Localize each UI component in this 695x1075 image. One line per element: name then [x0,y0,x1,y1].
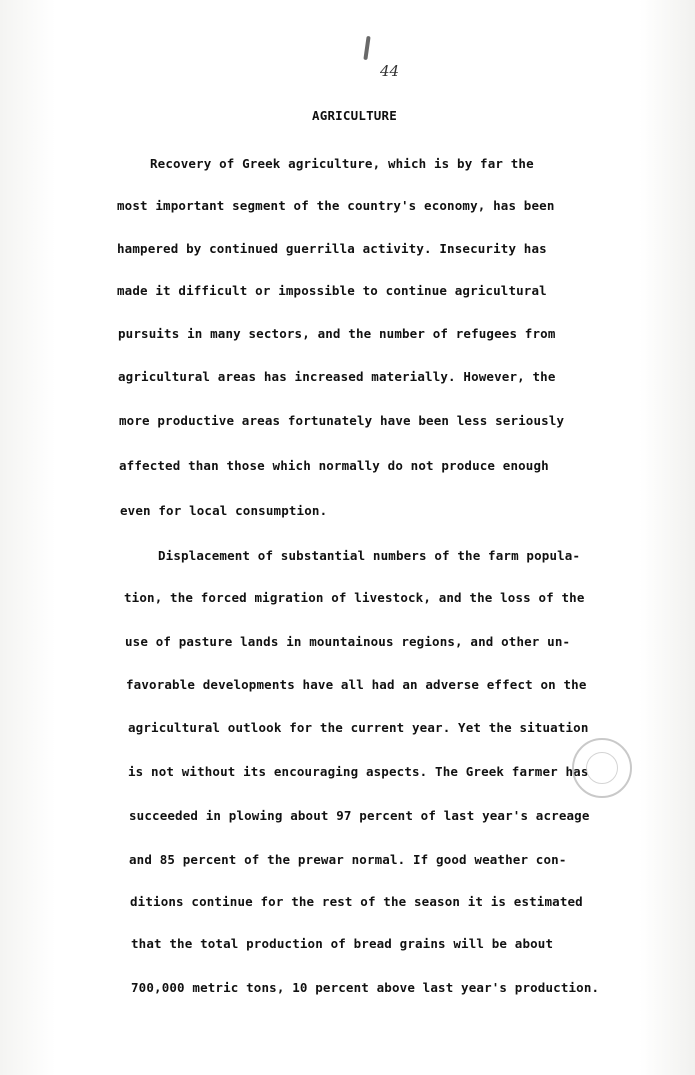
paragraph-2-line-11: 700,000 metric tons, 10 percent above last year's production. [131,980,600,995]
paragraph-2-line-4: favorable developments have all had an adverse effect on the [126,677,587,692]
paragraph-2-line-5: agricultural outlook for the current year. Yet the situation [128,720,589,735]
archive-stamp-center [586,752,618,784]
paragraph-2-line-3: use of pasture lands in mountainous regions, and other un- [125,634,571,649]
paragraph-2-line-2: tion, the forced migration of livestock, and the loss of the [124,590,585,605]
paragraph-1-line-8: affected than those which normally do not produce enough [119,458,549,473]
paragraph-1-line-4: made it difficult or impossible to continue agricultural [117,283,547,298]
page-number: 44 [380,62,400,80]
paragraph-2-line-8: and 85 percent of the prewar normal. If good weather con- [129,852,567,867]
paragraph-1-line-2: most important segment of the country's economy, has been [117,198,555,213]
paragraph-1-line-9: even for local consumption. [120,503,328,518]
paragraph-1-line-7: more productive areas fortunately have been less seriously [119,413,565,428]
paragraph-1-line-1: Recovery of Greek agriculture, which is by far the [150,156,534,171]
paragraph-1-line-3: hampered by continued guerrilla activity. Insecurity has [117,241,547,256]
pencil-mark [363,36,370,60]
archive-stamp [572,738,632,798]
paragraph-2-line-1: Displacement of substantial numbers of the farm popula- [158,548,581,563]
page-title: AGRICULTURE [312,108,397,123]
paragraph-1-line-5: pursuits in many sectors, and the number of refugees from [118,326,556,341]
paragraph-1-line-6: agricultural areas has increased materially. However, the [118,369,556,384]
paragraph-2-line-9: ditions continue for the rest of the season it is estimated [130,894,583,909]
paragraph-2-line-10: that the total production of bread grains will be about [131,936,554,951]
paragraph-2-line-7: succeeded in plowing about 97 percent of last year's acreage [129,808,590,823]
paragraph-2-line-6: is not without its encouraging aspects. The Greek farmer has [128,764,589,779]
